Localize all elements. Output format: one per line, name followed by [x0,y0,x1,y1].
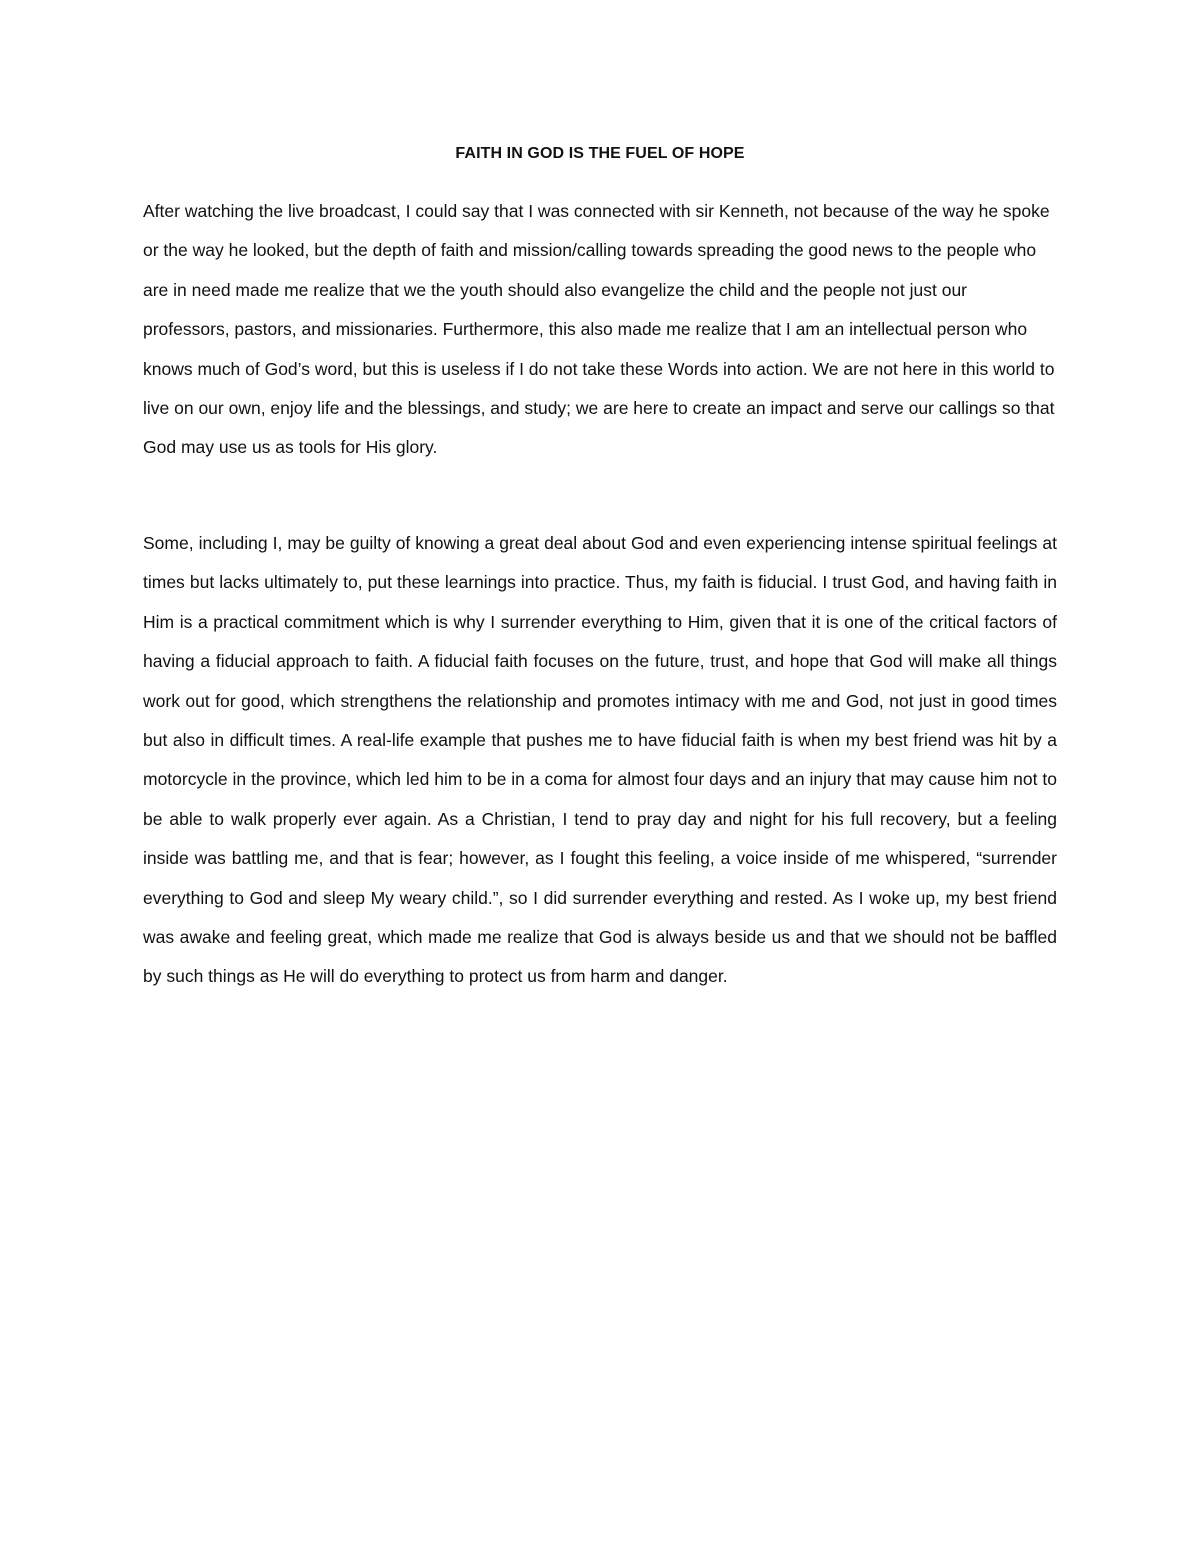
paragraph-2: Some, including I, may be guilty of knowing a great deal about God and even experiencing intense spiritual feelings at times but lacks ultimately to, put these learnings into practice. Thus, my faith is fiducial. I trust God, and having faith in Him is a practical commitment which is why I surrender everything to Him, given that it is one of the critical factors of having a fiducial approach to faith. A fiducial faith focuses on the future, trust, and hope that God will make all things work out for good, which strengthens the relationship and promotes intimacy with me and God, not just in good times but also in difficult times. A real-life example that pushes me to have fiducial faith is when my best friend was hit by a motorcycle in the province, which led him to be in a coma for almost four days and an injury that may cause him not to be able to walk properly ever again. As a Christian, I tend to pray day and night for his full recovery, but a feeling inside was battling me, and that is fear; however, as I fought this feeling, a voice inside of me whispered, “surrender everything to God and sleep My weary child.”, so I did surrender everything and rested. As I woke up, my best friend was awake and feeling great, which made me realize that God is always beside us and that we should not be baffled by such things as He will do everything to protect us from harm and danger. [143,533,1057,987]
document-title: FAITH IN GOD IS THE FUEL OF HOPE [455,145,745,162]
paragraph-1: After watching the live broadcast, I could say that I was connected with sir Kenneth, not because of the way he spoke or the way he looked, but the depth of faith and mission/calling towards spreading the good news to the people who are in need made me realize that we the youth should also evangelize the child and the people not just our professors, pastors, and missionaries. Furthermore, this also made me realize that I am an intellectual person who knows much of God’s word, but this is useless if I do not take these Words into action. We are not here in this world to live on our own, enjoy life and the blessings, and study; we are here to create an impact and serve our callings so that God may use us as tools for His glory. [143,201,1055,458]
